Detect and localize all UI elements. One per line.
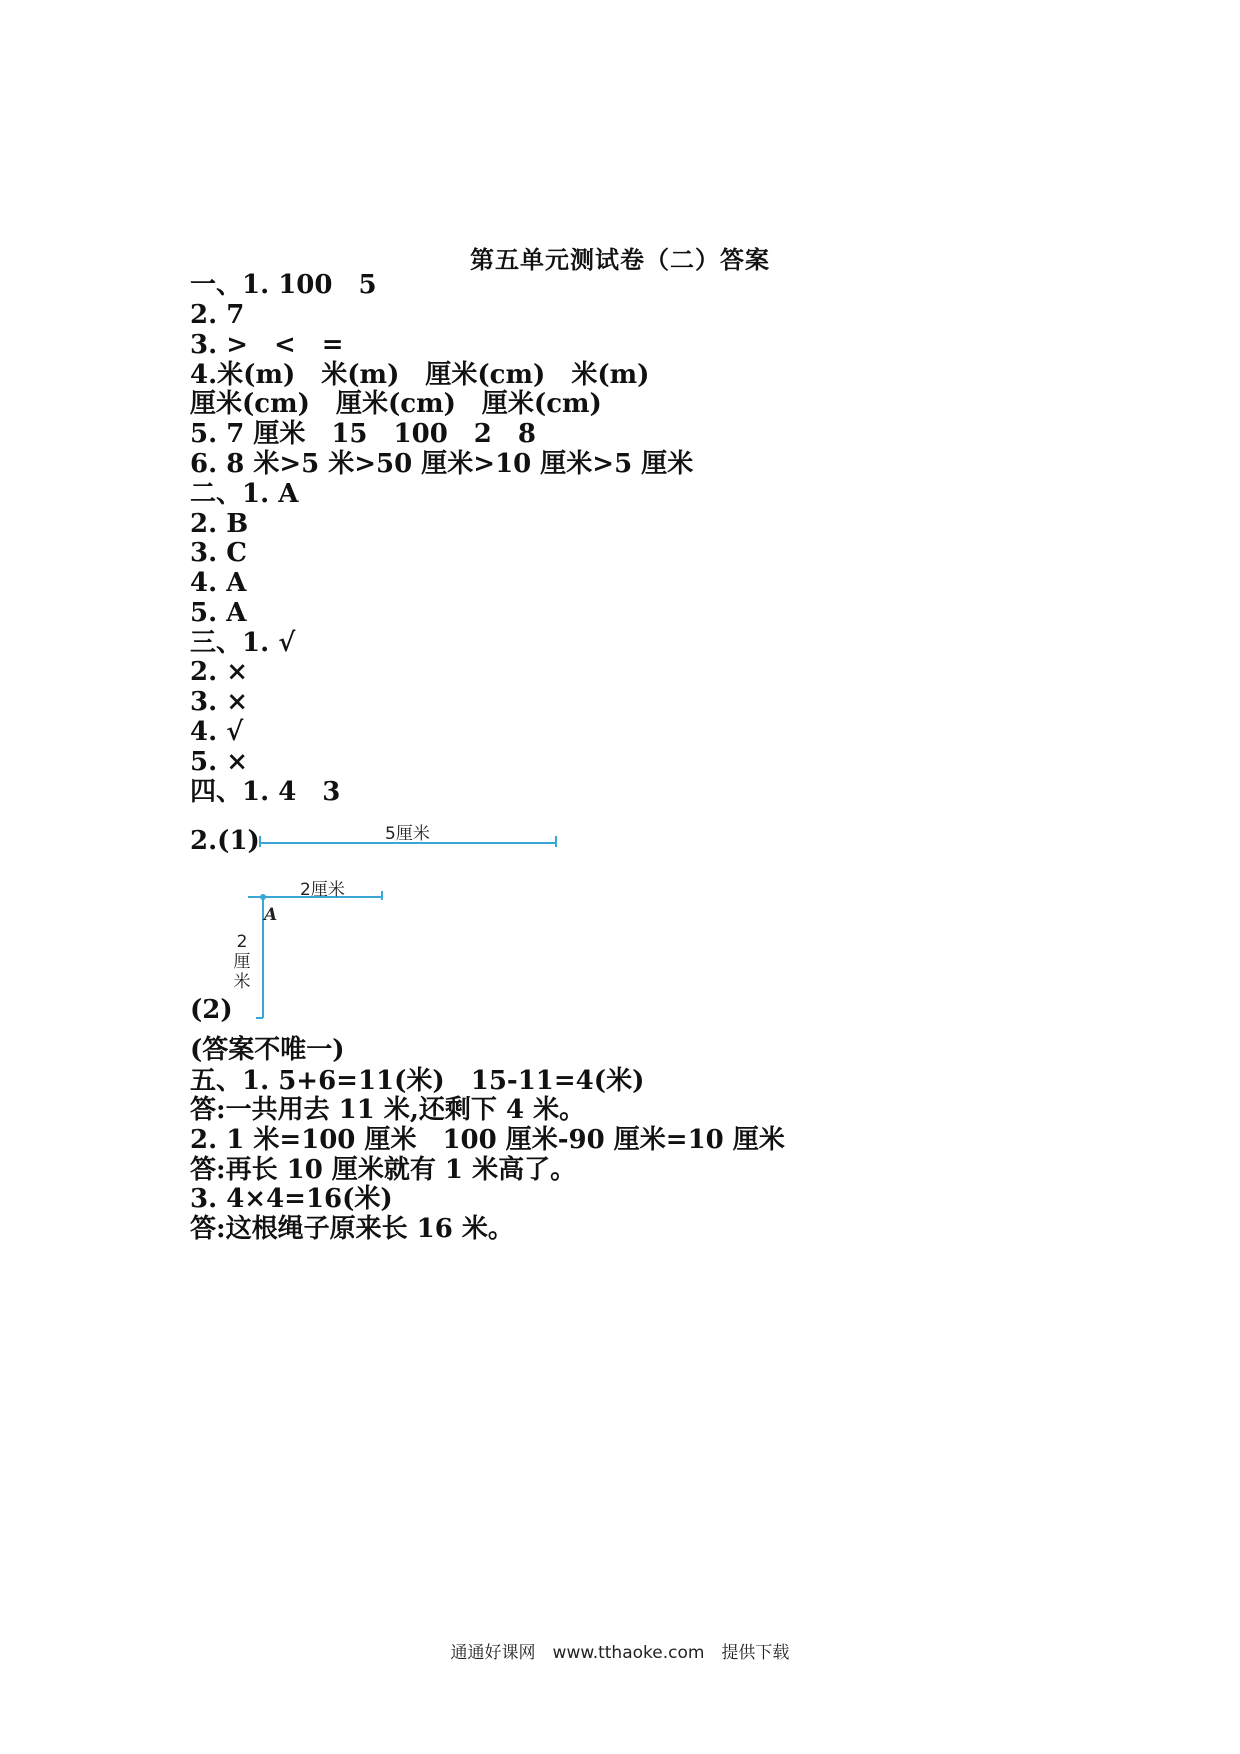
- answer-line: 2. 7: [190, 300, 245, 330]
- question-label: (2): [190, 995, 233, 1025]
- answer-line: 五、1. 5+6=11(米) 15-11=4(米): [190, 1066, 645, 1096]
- answer-line: 5. 7 厘米 15 100 2 8: [190, 419, 536, 449]
- answer-line: 四、1. 4 3: [190, 777, 341, 807]
- answer-line: 3. 4×4=16(米): [190, 1184, 393, 1214]
- answer-line: 4. A: [190, 568, 247, 598]
- question-label: 2.(1): [190, 826, 260, 856]
- answer-line: 3. ×: [190, 687, 248, 717]
- angle-side-length-label: 2 厘 米: [233, 932, 251, 992]
- point-a-label: A: [264, 905, 278, 925]
- answer-line: 5. ×: [190, 747, 248, 777]
- answer-line: 答:这根绳子原来长 16 米。: [190, 1214, 514, 1244]
- answer-line: 2. B: [190, 509, 249, 539]
- segment-length-label: 5厘米: [385, 824, 430, 844]
- answer-line: 6. 8 米>5 米>50 厘米>10 厘米>5 厘米: [190, 449, 694, 479]
- page-title: 第五单元测试卷（二）答案: [470, 245, 770, 274]
- answer-note: (答案不唯一): [190, 1035, 345, 1065]
- answer-line: 3. > < =: [190, 330, 344, 360]
- answer-line: 4.米(m) 米(m) 厘米(cm) 米(m): [190, 360, 650, 390]
- answer-line: 3. C: [190, 538, 247, 568]
- angle-top-length-label: 2厘米: [300, 880, 345, 900]
- answer-line: 一、1. 100 5: [190, 270, 377, 300]
- answer-line: 三、1. √: [190, 628, 296, 658]
- answer-line: 4. √: [190, 717, 244, 747]
- point-a-marker: [260, 894, 266, 900]
- footer-text: 通通好课网 www.tthaoke.com 提供下载: [450, 1643, 790, 1663]
- answer-line: 5. A: [190, 598, 247, 628]
- answer-line: 厘米(cm) 厘米(cm) 厘米(cm): [190, 389, 602, 419]
- answer-line: 答:再长 10 厘米就有 1 米高了。: [190, 1155, 577, 1185]
- answer-line: 答:一共用去 11 米,还剩下 4 米。: [190, 1095, 586, 1125]
- answer-line: 2. 1 米=100 厘米 100 厘米-90 厘米=10 厘米: [190, 1125, 785, 1155]
- answer-line: 二、1. A: [190, 479, 299, 509]
- answer-line: 2. ×: [190, 657, 248, 687]
